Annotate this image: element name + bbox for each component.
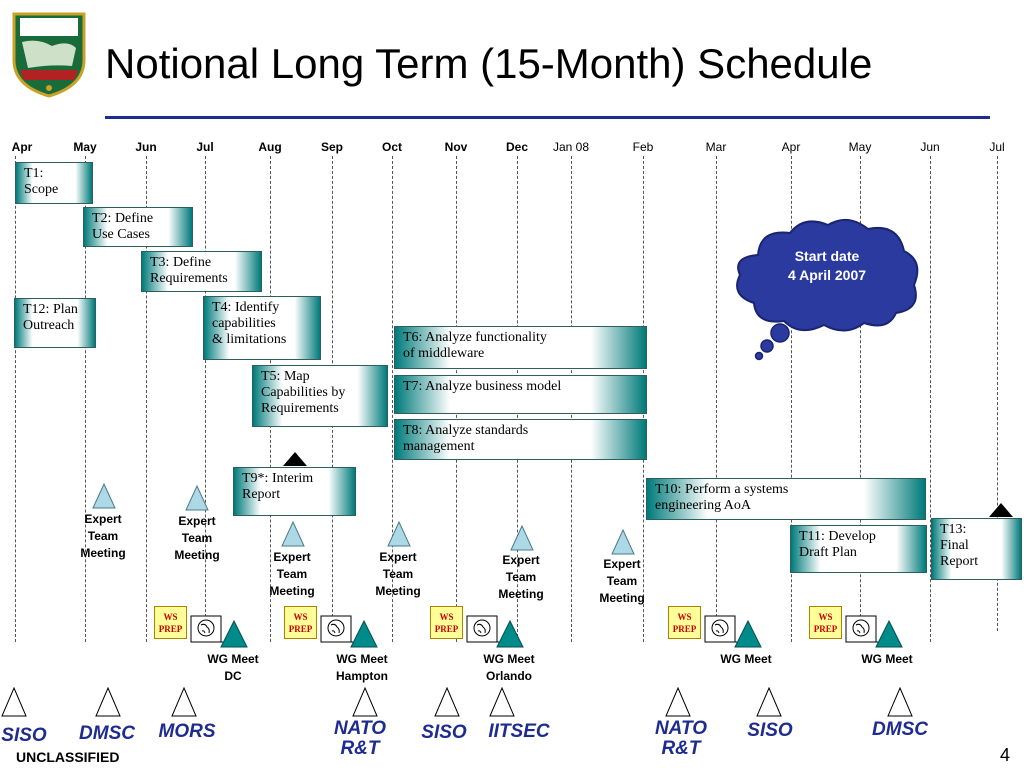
start-date-cloud-callout	[728, 215, 922, 363]
wg-meet-label: WG Meet DC	[207, 652, 259, 683]
month-label: Oct	[381, 140, 403, 154]
classification-footer: UNCLASSIFIED	[16, 749, 120, 765]
task-t10: T10: Perform a systems engineering AoA	[646, 478, 926, 520]
page-number: 4	[1000, 745, 1011, 765]
task-t6: T6: Analyze functionality of middleware	[394, 326, 647, 369]
task-t12: T12: Plan Outreach	[14, 298, 96, 348]
wg-meeting-icon	[496, 620, 524, 648]
expert-meeting-label: Expert Team Meeting	[174, 514, 220, 562]
wg-meet-label: WG Meet	[720, 652, 772, 666]
ws-prep-badge: WS PREP	[668, 606, 701, 639]
conference-label: SISO	[1, 725, 47, 746]
expert-meeting-icon	[92, 483, 116, 509]
conference-marker-icon	[489, 687, 515, 717]
expert-meeting-icon	[611, 529, 635, 555]
wg-meet-label: WG Meet	[861, 652, 913, 666]
joint-forces-command-seal-icon	[8, 8, 90, 98]
conference-marker-icon	[352, 687, 378, 717]
conference-label: MORS	[158, 721, 216, 742]
expert-meeting-icon	[387, 521, 411, 547]
wg-meeting-icon	[875, 620, 903, 648]
task-t7: T7: Analyze business model	[394, 375, 647, 414]
ws-prep-badge: WS PREP	[430, 606, 463, 639]
page-title: Notional Long Term (15-Month) Schedule	[105, 40, 873, 87]
month-label: Apr	[11, 140, 33, 154]
ws-prep-badge: WS PREP	[809, 606, 842, 639]
conference-marker-icon	[434, 687, 460, 717]
conference-label: NATO R&T	[333, 718, 387, 759]
month-label: Aug	[258, 140, 282, 154]
month-label: May	[73, 140, 97, 154]
task-t13: T13: Final Report	[931, 518, 1022, 580]
month-gridline	[716, 156, 717, 642]
expert-meeting-icon	[281, 521, 305, 547]
expert-meeting-label: Expert Team Meeting	[498, 553, 544, 601]
wg-meeting-icon	[734, 620, 762, 648]
month-label: Mar	[705, 140, 727, 154]
start-date-text	[772, 247, 882, 285]
callout-line1: Start date	[794, 248, 860, 264]
month-label: Jul	[196, 140, 214, 154]
expert-meeting-label: Expert Team Meeting	[375, 550, 421, 598]
month-label: Sep	[320, 140, 344, 154]
title-underline	[105, 116, 990, 119]
task-t2: T2: Define Use Cases	[83, 207, 193, 247]
conference-marker-icon	[887, 687, 913, 717]
wg-meeting-icon	[220, 620, 248, 648]
expert-meeting-label: Expert Team Meeting	[80, 512, 126, 560]
conference-marker-icon	[756, 687, 782, 717]
month-label: Jun	[135, 140, 157, 154]
expert-meeting-label: Expert Team Meeting	[599, 557, 645, 605]
month-gridline	[15, 156, 16, 642]
month-label: Feb	[632, 140, 654, 154]
month-label: Jul	[989, 140, 1005, 154]
month-label: Jun	[920, 140, 940, 154]
month-label: Apr	[781, 140, 801, 154]
month-label: Nov	[444, 140, 468, 154]
wg-meet-label: WG Meet Orlando	[483, 652, 535, 683]
conference-marker-icon	[1, 687, 27, 717]
month-label: Jan 08	[552, 140, 590, 154]
task-t3: T3: Define Requirements	[141, 251, 262, 292]
task-t5: T5: Map Capabilities by Requirements	[252, 365, 388, 427]
conference-label: DMSC	[79, 723, 135, 744]
milestone-marker-t13	[989, 503, 1013, 517]
conference-label: DMSC	[872, 719, 928, 740]
conference-marker-icon	[665, 687, 691, 717]
expert-meeting-icon	[185, 485, 209, 511]
wg-meet-label: WG Meet Hampton	[336, 652, 388, 683]
ws-prep-badge: WS PREP	[284, 606, 317, 639]
conference-label: SISO	[421, 722, 467, 743]
conference-label: IITSEC	[488, 721, 550, 742]
wg-meeting-icon	[350, 620, 378, 648]
task-t8: T8: Analyze standards management	[394, 419, 647, 460]
callout-line2: 4 April 2007	[787, 267, 867, 283]
expert-meeting-icon	[510, 525, 534, 551]
month-gridline	[205, 156, 206, 642]
task-t1: T1: Scope	[15, 162, 93, 204]
ws-prep-badge: WS PREP	[154, 606, 187, 639]
conference-marker-icon	[171, 687, 197, 717]
month-label: Dec	[505, 140, 529, 154]
month-label: May	[848, 140, 872, 154]
task-t4: T4: Identify capabilities & limitations	[203, 296, 321, 360]
task-t9: T9*: Interim Report	[233, 467, 356, 516]
task-t11: T11: Develop Draft Plan	[790, 525, 927, 573]
expert-meeting-label: Expert Team Meeting	[269, 550, 315, 598]
milestone-marker-t9	[283, 452, 307, 466]
conference-marker-icon	[95, 687, 121, 717]
conference-label: SISO	[747, 720, 793, 741]
conference-label: NATO R&T	[654, 718, 708, 759]
